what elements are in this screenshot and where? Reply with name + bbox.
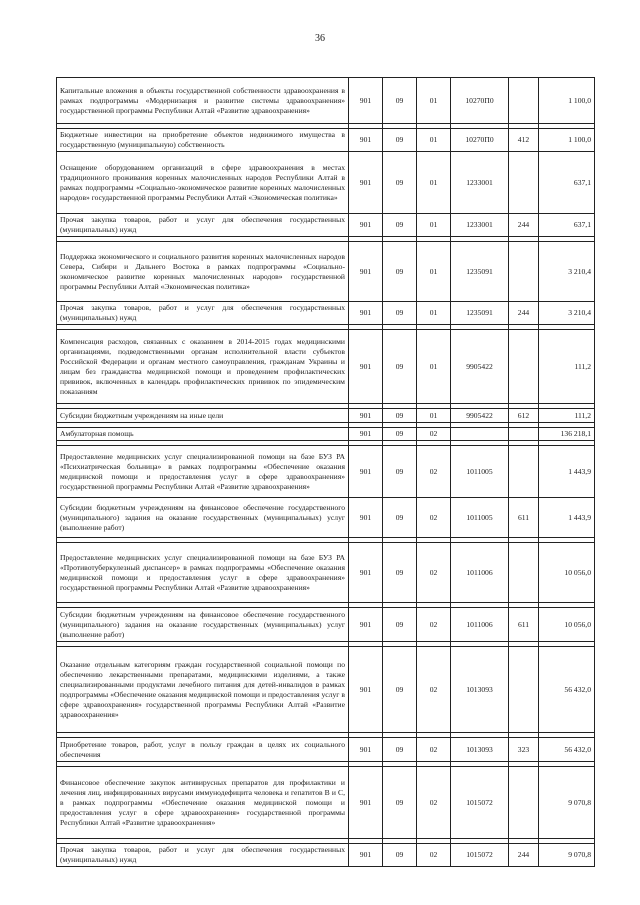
section-code: 09 [383,608,417,642]
budget-table-body [57,78,595,867]
subsection-code: 02 [417,446,451,498]
subsection-code: 02 [417,738,451,762]
target-code: 1235091 [451,242,509,302]
row-amount: 136 218,1 [539,428,595,441]
target-code: 1013093 [451,647,509,733]
row-name: Финансовое обеспечение закупок антивирусных препаратов для профилактики и лечения лиц, инфицированных вирусами иммунодефицита человека и гепатитов B и C, в рамках подпрограммы «Обеспечение оказания медицинской помощи и предоставления услуг в сфере здравоохранения» государственной программы Республики Алтай «Развитие здравоохранения» [57,767,349,839]
row-name: Амбулаторная помощь [57,428,349,441]
target-code: 1011005 [451,498,509,538]
row-amount: 3 210,4 [539,302,595,325]
subsection-code: 01 [417,330,451,404]
ministry-code: 901 [349,242,383,302]
ministry-code: 901 [349,78,383,124]
section-code: 09 [383,330,417,404]
section-code: 09 [383,647,417,733]
table-row [57,543,595,603]
row-name: Предоставление медицинских услуг специализированной помощи на базе БУЗ РА «Противотуберкулезный диспансер» в рамках подпрограммы «Обеспечение оказания медицинской помощи и предоставления услуг в сфере здравоохранения» государственной программы Республики Алтай «Развитие здравоохранения» [57,543,349,603]
expense-type-code [509,767,539,839]
section-code: 09 [383,767,417,839]
table-row [57,152,595,214]
row-amount: 1 100,0 [539,129,595,152]
expense-type-code [509,428,539,441]
ministry-code: 901 [349,129,383,152]
subsection-code: 02 [417,498,451,538]
page-number: 36 [315,33,325,44]
table-row [57,446,595,498]
target-code: 9905422 [451,330,509,404]
target-code: 1233001 [451,152,509,214]
section-code: 09 [383,214,417,237]
row-amount: 9 070,8 [539,844,595,867]
table-row [57,428,595,441]
row-name: Капитальные вложения в объекты государственной собственности здравоохранения в рамках подпрограммы «Модернизация и развитие системы здравоохранения» государственной программы Республики Алтай «Развитие здравоохранения» [57,78,349,124]
ministry-code: 901 [349,498,383,538]
section-code: 09 [383,152,417,214]
expense-type-code: 244 [509,844,539,867]
target-code: 1011006 [451,543,509,603]
section-code: 09 [383,129,417,152]
row-amount: 637,1 [539,152,595,214]
row-name: Предоставление медицинских услуг специализированной помощи на базе БУЗ РА «Психиатрическая больница» в рамках подпрограммы «Обеспечение оказания медицинской помощи и предоставления услуг в сфере здравоохранения» государственной программы Республики Алтай «Развитие здравоохранения» [57,446,349,498]
ministry-code: 901 [349,409,383,423]
subsection-code: 02 [417,428,451,441]
table-row [57,647,595,733]
target-code: 1011006 [451,608,509,642]
row-name: Субсидии бюджетным учреждениям на иные цели [57,409,349,423]
section-code: 09 [383,409,417,423]
target-code: 9905422 [451,409,509,423]
subsection-code: 01 [417,409,451,423]
subsection-code: 02 [417,647,451,733]
subsection-code: 02 [417,543,451,603]
ministry-code: 901 [349,330,383,404]
target-code: 1015072 [451,844,509,867]
row-name: Прочая закупка товаров, работ и услуг для обеспечения государственных (муниципальных) нужд [57,214,349,237]
target-code: 1235091 [451,302,509,325]
expense-type-code [509,152,539,214]
subsection-code: 01 [417,302,451,325]
expense-type-code: 244 [509,214,539,237]
target-code: 10270П0 [451,78,509,124]
table-row [57,844,595,867]
target-code: 1011005 [451,446,509,498]
expense-type-code: 412 [509,129,539,152]
table-row [57,242,595,302]
expense-type-code: 611 [509,608,539,642]
ministry-code: 901 [349,446,383,498]
expense-type-code: 323 [509,738,539,762]
section-code: 09 [383,543,417,603]
expense-type-code [509,543,539,603]
row-amount: 10 056,0 [539,608,595,642]
row-name: Поддержка экономического и социального развития коренных малочисленных народов Севера, Сибири и Дальнего Востока в рамках подпрограммы «Социально-экономическое развитие коренных малочисленных народов» государственной программы Республики Алтай «Экономическая политика» [57,242,349,302]
ministry-code: 901 [349,844,383,867]
section-code: 09 [383,428,417,441]
target-code: 1015072 [451,767,509,839]
ministry-code: 901 [349,152,383,214]
table-row [57,498,595,538]
target-code: 10270П0 [451,129,509,152]
expense-type-code [509,242,539,302]
table-row [57,214,595,237]
expense-type-code: 611 [509,498,539,538]
target-code: 1233001 [451,214,509,237]
table-row [57,608,595,642]
ministry-code: 901 [349,428,383,441]
section-code: 09 [383,302,417,325]
subsection-code: 01 [417,78,451,124]
row-name: Оснащение оборудованием организаций в сфере здравоохранения в местах традиционного проживания коренных малочисленных народов Республики Алтай в рамках подпрограммы «Социально-экономическое развитие коренных малочисленных народов» государственной программы Республики Алтай «Экономическая политика» [57,152,349,214]
expense-type-code: 244 [509,302,539,325]
budget-table [56,77,595,867]
subsection-code: 02 [417,844,451,867]
table-row [57,129,595,152]
table-row [57,738,595,762]
section-code: 09 [383,498,417,538]
row-amount: 10 056,0 [539,543,595,603]
row-amount: 1 443,9 [539,498,595,538]
ministry-code: 901 [349,302,383,325]
ministry-code: 901 [349,543,383,603]
section-code: 09 [383,446,417,498]
target-code [451,428,509,441]
expense-type-code [509,446,539,498]
row-name: Субсидии бюджетным учреждениям на финансовое обеспечение государственного (муниципального) задания на оказание государственных (муниципальных) услуг (выполнение работ) [57,498,349,538]
row-name: Компенсация расходов, связанных с оказанием в 2014-2015 годах медицинскими организациями, подведомственными органам исполнительной власти субъектов Российской Федерации и органам местного самоуправления, гражданам Украины и лицам без гражданства медицинской помощи и проведением профилактических прививок, включенных в календарь профилактических прививок по эпидемическим показаниям [57,330,349,404]
subsection-code: 02 [417,767,451,839]
ministry-code: 901 [349,608,383,642]
row-name: Прочая закупка товаров, работ и услуг для обеспечения государственных (муниципальных) нужд [57,302,349,325]
subsection-code: 01 [417,242,451,302]
row-amount: 3 210,4 [539,242,595,302]
row-name: Прочая закупка товаров, работ и услуг для обеспечения государственных (муниципальных) нужд [57,844,349,867]
ministry-code: 901 [349,738,383,762]
ministry-code: 901 [349,767,383,839]
table-row [57,409,595,423]
table-row [57,330,595,404]
row-name: Бюджетные инвестиции на приобретение объектов недвижимого имущества в государственную (муниципальную) собственность [57,129,349,152]
ministry-code: 901 [349,214,383,237]
row-name: Приобретение товаров, работ, услуг в пользу граждан в целях их социального обеспечения [57,738,349,762]
subsection-code: 01 [417,214,451,237]
expense-type-code [509,78,539,124]
row-amount: 1 443,9 [539,446,595,498]
row-amount: 111,2 [539,409,595,423]
expense-type-code: 612 [509,409,539,423]
section-code: 09 [383,844,417,867]
ministry-code: 901 [349,647,383,733]
row-amount: 9 070,8 [539,767,595,839]
section-code: 09 [383,78,417,124]
row-name: Оказание отдельным категориям граждан государственной социальной помощи по обеспечению лекарственными препаратами, медицинскими изделиями, а также специализированными продуктами лечебного питания для детей-инвалидов в рамках подпрограммы «Обеспечение оказания медицинской помощи и предоставления услуг в сфере здравоохранения» государственной программы Республики Алтай «Развитие здравоохранения» [57,647,349,733]
row-amount: 637,1 [539,214,595,237]
expense-type-code [509,647,539,733]
row-amount: 111,2 [539,330,595,404]
target-code: 1013093 [451,738,509,762]
subsection-code: 01 [417,129,451,152]
row-amount: 1 100,0 [539,78,595,124]
table-row [57,78,595,124]
section-code: 09 [383,738,417,762]
row-amount: 56 432,0 [539,647,595,733]
row-name: Субсидии бюджетным учреждениям на финансовое обеспечение государственного (муниципального) задания на оказание государственных (муниципальных) услуг (выполнение работ) [57,608,349,642]
subsection-code: 02 [417,608,451,642]
subsection-code: 01 [417,152,451,214]
table-row [57,767,595,839]
section-code: 09 [383,242,417,302]
table-row [57,302,595,325]
row-amount: 56 432,0 [539,738,595,762]
expense-type-code [509,330,539,404]
